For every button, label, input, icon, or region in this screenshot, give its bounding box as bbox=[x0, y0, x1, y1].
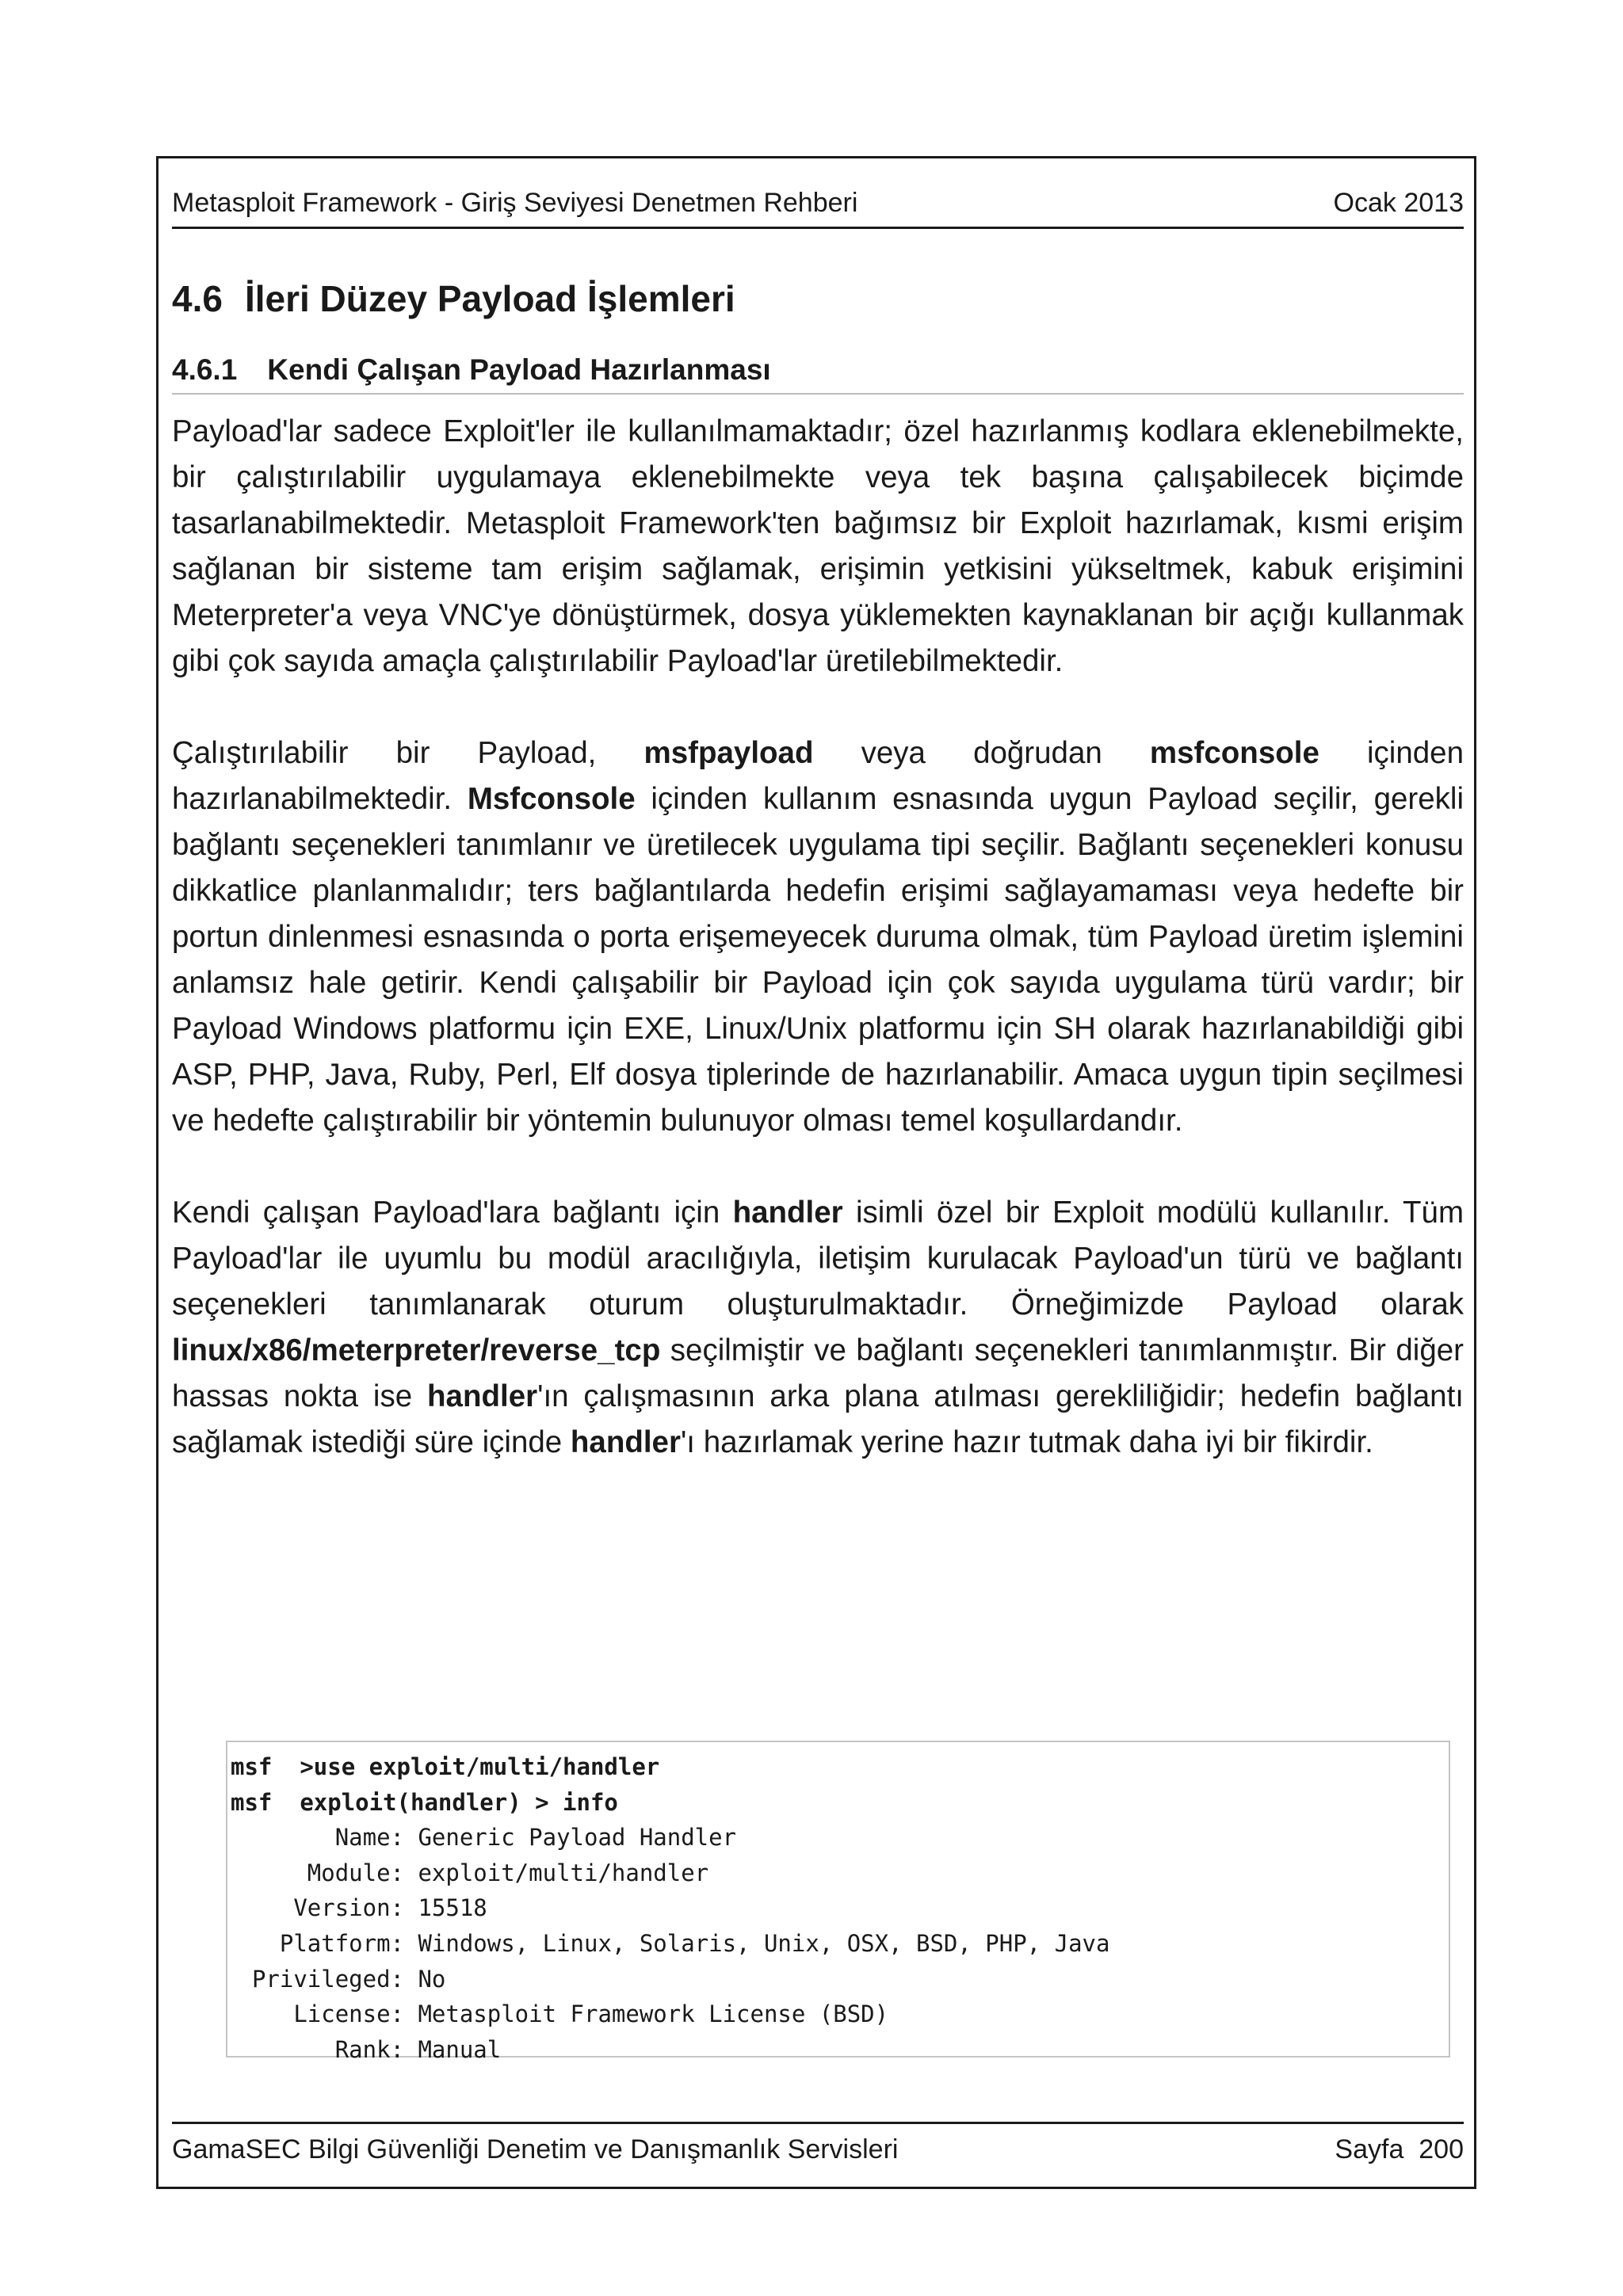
info-value: No bbox=[418, 1965, 446, 1993]
code-info-line bbox=[231, 1962, 1449, 1997]
bold-term-msfconsole: msfconsole bbox=[1149, 735, 1319, 770]
code-command: >use exploit/multi/handler bbox=[300, 1753, 660, 1780]
paragraph-handler bbox=[172, 1190, 1464, 1466]
paragraph-executable-payload bbox=[172, 730, 1464, 1144]
paragraph-text: içinden kullanım esnasında uygun Payload seçilir, gerekli bağlantı seçenekleri tanımlanır ve üretilecek uygulama tipi seçilir. Bağlantı seçenekleri konusu dikkatlice planlanmalıdır; ters bağlantılarda hedefin erişimi sağlayamaması veya hedefte bir portun dinlenmesi esnasında o porta erişemeyecek duruma olmak, tüm Payload üretim işlemini anlamsız hale getirir. Kendi çalışabilir bir Payload için çok sayıda uygulama türü vardır; bir Payload Windows platformu için EXE, Linux/Unix platformu için SH olarak hazırlanabildiği gibi ASP, PHP, Java, Ruby, Perl, Elf dosya tiplerinde de hazırlanabilir. Amaca uygun tipin seçilmesi ve hedefte çalıştırabilir bir yöntemin bulunuyor olması temel koşullardandır. bbox=[172, 781, 1464, 1138]
page-number-label bbox=[1335, 2134, 1464, 2165]
info-key: Privileged: bbox=[251, 1965, 404, 1993]
bold-term-msfconsole-capital: Msfconsole bbox=[467, 781, 636, 816]
page-content bbox=[172, 277, 1464, 1466]
page-number: 200 bbox=[1419, 2134, 1464, 2164]
info-key: Platform: bbox=[279, 1929, 404, 1957]
bold-term-handler: handler bbox=[732, 1195, 843, 1230]
paragraph-text: 'ın çalışmasının arka plana atılması gerekliliğidir; hedefin bağlantı sağlamak istediği süre içinde bbox=[172, 1379, 1464, 1459]
code-info-line bbox=[231, 1997, 1449, 2032]
section-heading bbox=[172, 277, 1464, 321]
info-key: License: bbox=[293, 2000, 404, 2028]
paragraph-text: isimli özel bir Exploit modülü kullanılır. Tüm Payload'lar ile uyumlu bu modül aracılığıyla, iletişim kurulacak Payload'un türü ve bağlantı seçenekleri tanımlanarak oturum oluşturulmaktadır. Örneğimizde Payload olarak bbox=[172, 1195, 1465, 1322]
bold-term-payload-path: linux/x86/meterpreter/reverse_tcp bbox=[172, 1333, 661, 1367]
paragraph-text: veya doğrudan bbox=[813, 735, 1150, 770]
code-command: exploit(handler) > info bbox=[300, 1788, 618, 1816]
info-value: Generic Payload Handler bbox=[418, 1824, 737, 1852]
paragraph-text: Kendi çalışan Payload'lara bağlantı için bbox=[172, 1195, 733, 1230]
info-value: Manual bbox=[418, 2035, 502, 2063]
info-key: Rank: bbox=[334, 2035, 404, 2063]
subsection-title: Kendi Çalışan Payload Hazırlanması bbox=[267, 353, 771, 387]
info-key: Version: bbox=[293, 1894, 404, 1922]
code-info-line bbox=[231, 1855, 1449, 1891]
paragraph-text: Çalıştırılabilir bir Payload, bbox=[172, 735, 644, 770]
info-key: Name: bbox=[334, 1824, 404, 1852]
code-command-line bbox=[231, 1749, 1449, 1785]
page-label: Sayfa bbox=[1335, 2134, 1404, 2164]
code-block bbox=[226, 1741, 1450, 2063]
code-prompt: msf bbox=[231, 1753, 273, 1780]
code-info-line bbox=[231, 2032, 1449, 2068]
section-number: 4.6 bbox=[172, 278, 223, 319]
subsection-heading bbox=[172, 353, 1464, 394]
info-value: Metasploit Framework License (BSD) bbox=[418, 2000, 889, 2028]
subsection-number: 4.6.1 bbox=[172, 353, 238, 387]
document-date: Ocak 2013 bbox=[1333, 187, 1464, 218]
info-value: Windows, Linux, Solaris, Unix, OSX, BSD, PHP, Java bbox=[418, 1929, 1110, 1957]
page-footer bbox=[172, 2122, 1464, 2165]
code-info-line bbox=[231, 1926, 1449, 1962]
footer-company: GamaSEC Bilgi Güvenliği Denetim ve Danışmanlık Servisleri bbox=[172, 2134, 899, 2164]
code-info-line bbox=[231, 1820, 1449, 1855]
info-key: Module: bbox=[307, 1859, 404, 1886]
bold-term-msfpayload: msfpayload bbox=[643, 735, 814, 770]
code-prompt: msf bbox=[231, 1788, 273, 1816]
bold-term-handler: handler bbox=[427, 1379, 538, 1413]
info-value: exploit/multi/handler bbox=[418, 1859, 709, 1886]
document-title: Metasploit Framework - Giriş Seviyesi Denetmen Rehberi bbox=[172, 187, 858, 218]
info-value: 15518 bbox=[418, 1894, 487, 1922]
code-command-line bbox=[231, 1785, 1449, 1821]
paragraph-intro: Payload'lar sadece Exploit'ler ile kullanılmamaktadır; özel hazırlanmış kodlara eklenebilmekte, bir çalıştırılabilir uygulamaya eklenebilmekte veya tek başına çalışabilecek biçimde tasarlanabilmektedir. Metasploit Framework'ten bağımsız bir Exploit hazırlamak, kısmi erişim sağlanan bir sisteme tam erişim sağlamak, erişimin yetkisini yükseltmek, kabuk erişimini Meterpreter'a veya VNC'ye dönüştürmek, dosya yüklemekten kaynaklanan bir açığı kullanmak gibi çok sayıda amaçla çalıştırılabilir Payload'lar üretilebilmektedir. bbox=[172, 414, 1464, 678]
page-header bbox=[172, 179, 1464, 229]
section-title: İleri Düzey Payload İşlemleri bbox=[244, 278, 735, 319]
bold-term-handler: handler bbox=[570, 1425, 681, 1459]
paragraph-text: 'ı hazırlamak yerine hazır tutmak daha iyi bir fikirdir. bbox=[680, 1425, 1373, 1459]
paragraph-text: içinden hazırlanabilmektedir. bbox=[172, 735, 1465, 816]
paragraph-text: seçilmiştir ve bağlantı seçenekleri tanımlanmıştır. Bir diğer hassas nokta ise bbox=[172, 1333, 1464, 1413]
code-info-line bbox=[231, 1890, 1449, 1926]
